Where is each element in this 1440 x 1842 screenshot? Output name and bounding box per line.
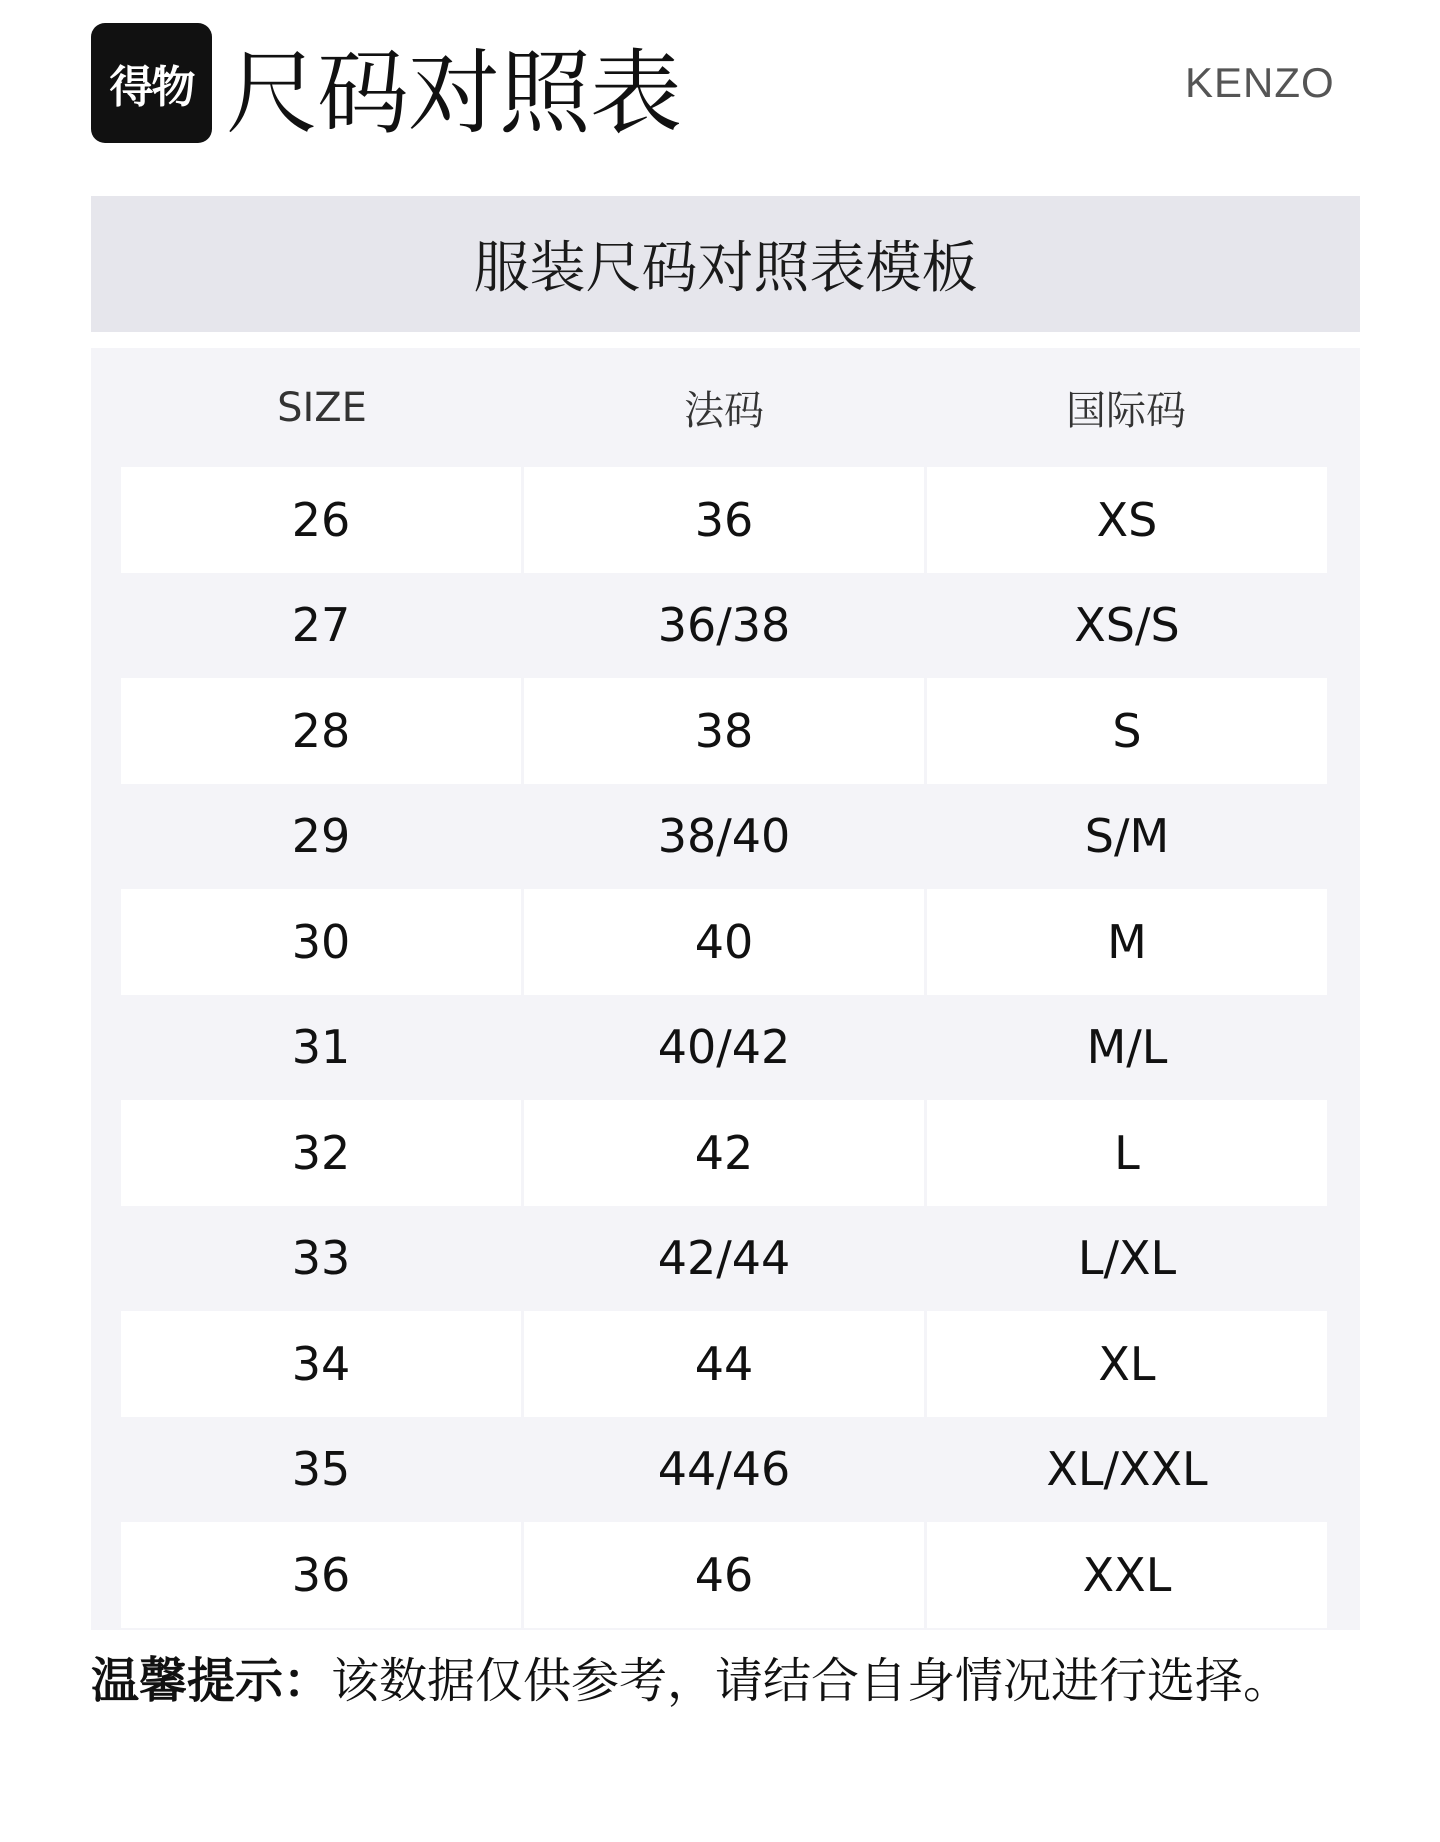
cell-french-size: 38/40 [657, 809, 791, 864]
column-header-row [121, 348, 1327, 467]
column-header-french-size: 法码 [684, 388, 764, 434]
dewu-app-logo [91, 23, 212, 143]
cell-french-size: 44/46 [657, 1442, 791, 1497]
page-title: 尺码对照表 [226, 40, 682, 147]
cell-french-size: 38 [524, 678, 924, 784]
table-row [121, 1206, 1327, 1312]
cell-size: 34 [121, 1311, 521, 1417]
cell-french-size: 42 [524, 1100, 924, 1206]
cell-size: 32 [121, 1100, 521, 1206]
cell-international-size: M/L [1086, 1020, 1168, 1075]
cell-size: 27 [291, 598, 351, 653]
table-row [121, 573, 1327, 679]
table-row [121, 467, 1327, 573]
table-row [121, 678, 1327, 784]
notice [91, 1648, 1291, 1714]
cell-international-size: XXL [927, 1522, 1327, 1628]
cell-international-size: XL [927, 1311, 1327, 1417]
table-row [121, 995, 1327, 1101]
cell-french-size: 40/42 [657, 1020, 791, 1075]
cell-international-size: M [927, 889, 1327, 995]
table-row [121, 1100, 1327, 1206]
cell-size: 26 [121, 467, 521, 573]
cell-international-size: S [927, 678, 1327, 784]
cell-french-size: 36/38 [657, 598, 791, 653]
table-row [121, 1522, 1327, 1628]
cell-french-size: 36 [524, 467, 924, 573]
table-row [121, 1417, 1327, 1523]
brand-name: KENZO [1185, 59, 1335, 106]
cell-french-size: 44 [524, 1311, 924, 1417]
cell-size: 28 [121, 678, 521, 784]
notice-label: 温馨提示： [91, 1653, 332, 1709]
table-row [121, 1311, 1327, 1417]
size-table [91, 348, 1360, 1630]
cell-international-size: XS/S [1074, 598, 1180, 653]
app-logo-text: 得物 [109, 62, 194, 113]
kenzo-brand-logo [1185, 58, 1335, 108]
table-title-text: 服装尺码对照表模板 [473, 236, 978, 301]
cell-size: 35 [291, 1442, 351, 1497]
cell-international-size: XS [927, 467, 1327, 573]
column-header-international-size: 国际码 [1066, 388, 1186, 434]
cell-size: 31 [291, 1020, 351, 1075]
cell-international-size: S/M [1084, 809, 1170, 864]
column-header-size: SIZE [277, 384, 367, 431]
cell-french-size: 40 [524, 889, 924, 995]
table-row [121, 784, 1327, 890]
cell-international-size: L [927, 1100, 1327, 1206]
cell-french-size: 42/44 [657, 1231, 791, 1286]
cell-size: 30 [121, 889, 521, 995]
notice-text: 该数据仅供参考，请结合自身情况进行选择。 [331, 1653, 1292, 1709]
cell-international-size: L/XL [1077, 1231, 1177, 1286]
table-title [91, 196, 1360, 332]
cell-international-size: XL/XXL [1046, 1442, 1208, 1497]
cell-size: 33 [291, 1231, 351, 1286]
cell-size: 29 [291, 809, 351, 864]
cell-size: 36 [121, 1522, 521, 1628]
table-row [121, 889, 1327, 995]
cell-french-size: 46 [524, 1522, 924, 1628]
table-body [121, 467, 1327, 1628]
